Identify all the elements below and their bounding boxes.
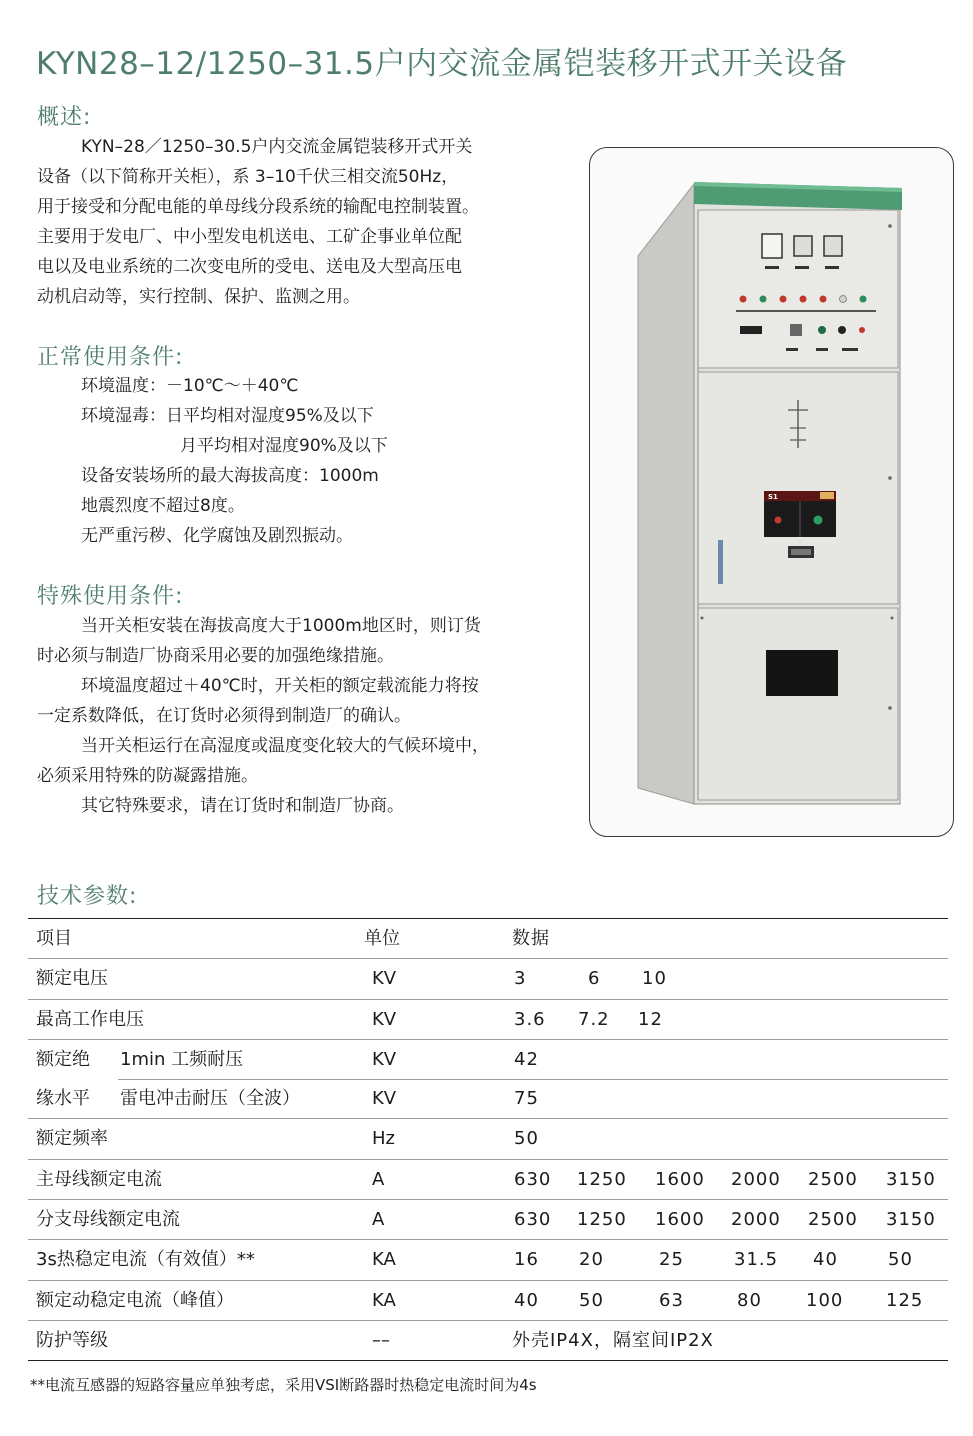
product-photo-frame <box>589 147 954 837</box>
row-unit: Hz <box>372 1128 395 1150</box>
row-item: 额定绝 <box>36 1048 90 1070</box>
table-row <box>28 1280 948 1320</box>
row-item: 分支母线额定电流 <box>36 1209 180 1231</box>
row-unit: KV <box>372 1048 397 1070</box>
row-value: 2500 <box>808 1209 858 1231</box>
row-value: 3150 <box>886 1209 936 1231</box>
row-value: 50 <box>888 1249 913 1271</box>
overview-line: KYN–28／1250–30.5户内交流金属铠装移开式开关 <box>81 137 473 157</box>
table-row <box>28 1320 948 1360</box>
row-value: 31.5 <box>734 1249 779 1271</box>
special-condition-line: 当开关柜运行在高湿度或温度变化较大的气候环境中， <box>81 736 489 756</box>
table-row <box>28 1199 948 1239</box>
table-row <box>28 1239 948 1279</box>
table-row <box>28 1039 948 1079</box>
row-value: 630 <box>514 1168 552 1190</box>
row-value: 3.6 <box>514 1008 546 1030</box>
row-subitem: 1min 工频耐压 <box>120 1048 244 1070</box>
row-unit: –– <box>372 1329 390 1351</box>
row-value: 100 <box>806 1289 844 1311</box>
normal-condition-line: 月平均相对湿度90%及以下 <box>180 436 388 456</box>
row-item: 主母线额定电流 <box>36 1168 162 1190</box>
special-conditions-heading: 特殊使用条件: <box>37 584 184 609</box>
row-value: 42 <box>514 1048 539 1070</box>
row-item: 3s热稳定电流（有效值）** <box>36 1249 255 1271</box>
row-value: 12 <box>638 1008 663 1030</box>
table-row <box>28 958 948 998</box>
row-value: 10 <box>642 968 667 990</box>
row-value: 75 <box>514 1088 539 1110</box>
row-item: 额定动稳定电流（峰值） <box>36 1289 234 1311</box>
overview-line: 主要用于发电厂、中小型发电机送电、工矿企事业单位配 <box>37 227 462 247</box>
normal-condition-line: 设备安装场所的最大海拔高度：1000m <box>81 466 379 486</box>
header-data: 数据 <box>512 928 550 949</box>
row-value: 1600 <box>655 1209 705 1231</box>
row-item: 最高工作电压 <box>36 1008 144 1030</box>
switchgear-cabinet-illustration <box>590 148 953 836</box>
row-value: 6 <box>588 968 601 990</box>
table-header-row <box>28 919 948 958</box>
row-value: 3150 <box>886 1168 936 1190</box>
table-row <box>28 999 948 1039</box>
row-unit: A <box>372 1168 385 1190</box>
normal-conditions-heading: 正常使用条件: <box>37 345 184 370</box>
row-value: 630 <box>514 1209 552 1231</box>
row-unit: KV <box>372 1008 397 1030</box>
row-unit: KV <box>372 968 397 990</box>
row-value: 40 <box>514 1289 539 1311</box>
overview-line: 用于接受和分配电能的单母线分段系统的输配电控制装置。 <box>37 197 479 217</box>
special-condition-line: 时必须与制造厂协商采用必要的加强绝缘措施。 <box>37 646 394 666</box>
row-value: 外壳IP4X，隔室间IP2X <box>512 1329 714 1351</box>
table-footnote: **电流互感器的短路容量应单独考虑，采用VSI断路器时热稳定电流时间为4s <box>30 1376 537 1394</box>
row-value: 2500 <box>808 1168 858 1190</box>
header-item: 项目 <box>36 928 72 949</box>
table-row <box>28 1118 948 1158</box>
row-item: 额定电压 <box>36 968 108 990</box>
normal-condition-line: 环境湿毒：日平均相对湿度95%及以下 <box>81 406 374 426</box>
normal-condition-line: 环境温度：－10℃～＋40℃ <box>81 376 299 396</box>
table-row <box>28 1159 948 1199</box>
row-subitem: 雷电冲击耐压（全波） <box>120 1088 300 1110</box>
row-value: 1250 <box>577 1209 627 1231</box>
row-value: 25 <box>659 1249 684 1271</box>
row-value: 50 <box>579 1289 604 1311</box>
special-condition-line: 一定系数降低，在订货时必须得到制造厂的确认。 <box>37 706 411 726</box>
row-value: 63 <box>659 1289 684 1311</box>
row-item: 缘水平 <box>36 1088 90 1110</box>
special-condition-line: 环境温度超过＋40℃时，开关柜的额定载流能力将按 <box>81 676 479 696</box>
row-value: 125 <box>886 1289 924 1311</box>
overview-heading: 概述: <box>37 105 92 130</box>
row-unit: KA <box>372 1289 396 1311</box>
header-unit: 单位 <box>364 928 400 949</box>
normal-condition-line: 地震烈度不超过8度。 <box>81 496 245 516</box>
row-item: 额定频率 <box>36 1128 108 1150</box>
special-condition-line: 其它特殊要求，请在订货时和制造厂协商。 <box>81 796 404 816</box>
row-value: 7.2 <box>578 1008 610 1030</box>
special-condition-line: 必须采用特殊的防凝露措施。 <box>37 766 258 786</box>
page-title: KYN28–12/1250–31.5户内交流金属铠装移开式开关设备 <box>36 46 848 82</box>
tech-params-heading: 技术参数: <box>37 884 138 909</box>
overview-line: 动机启动等，实行控制、保护、监测之用。 <box>37 287 360 307</box>
panel-label: S1 <box>768 493 778 501</box>
row-value: 50 <box>514 1128 539 1150</box>
special-condition-line: 当开关柜安装在海拔高度大于1000m地区时，则订货 <box>81 616 481 636</box>
row-unit: KA <box>372 1249 396 1271</box>
row-value: 3 <box>514 968 527 990</box>
overview-line: 电以及电业系统的二次变电所的受电、送电及大型高压电 <box>37 257 462 277</box>
row-value: 40 <box>813 1249 838 1271</box>
table-row <box>28 1079 948 1118</box>
row-item: 防护等级 <box>36 1329 108 1351</box>
overview-line: 设备（以下简称开关柜），系 3–10千伏三相交流50Hz， <box>37 167 459 187</box>
row-value: 1250 <box>577 1168 627 1190</box>
tech-params-table <box>28 918 948 1361</box>
normal-condition-line: 无严重污秽、化学腐蚀及剧烈振动。 <box>81 526 353 546</box>
row-value: 2000 <box>731 1168 781 1190</box>
row-value: 16 <box>514 1249 539 1271</box>
row-unit: A <box>372 1209 385 1231</box>
row-value: 20 <box>579 1249 604 1271</box>
row-value: 2000 <box>731 1209 781 1231</box>
row-unit: KV <box>372 1088 397 1110</box>
row-value: 80 <box>737 1289 762 1311</box>
row-value: 1600 <box>655 1168 705 1190</box>
